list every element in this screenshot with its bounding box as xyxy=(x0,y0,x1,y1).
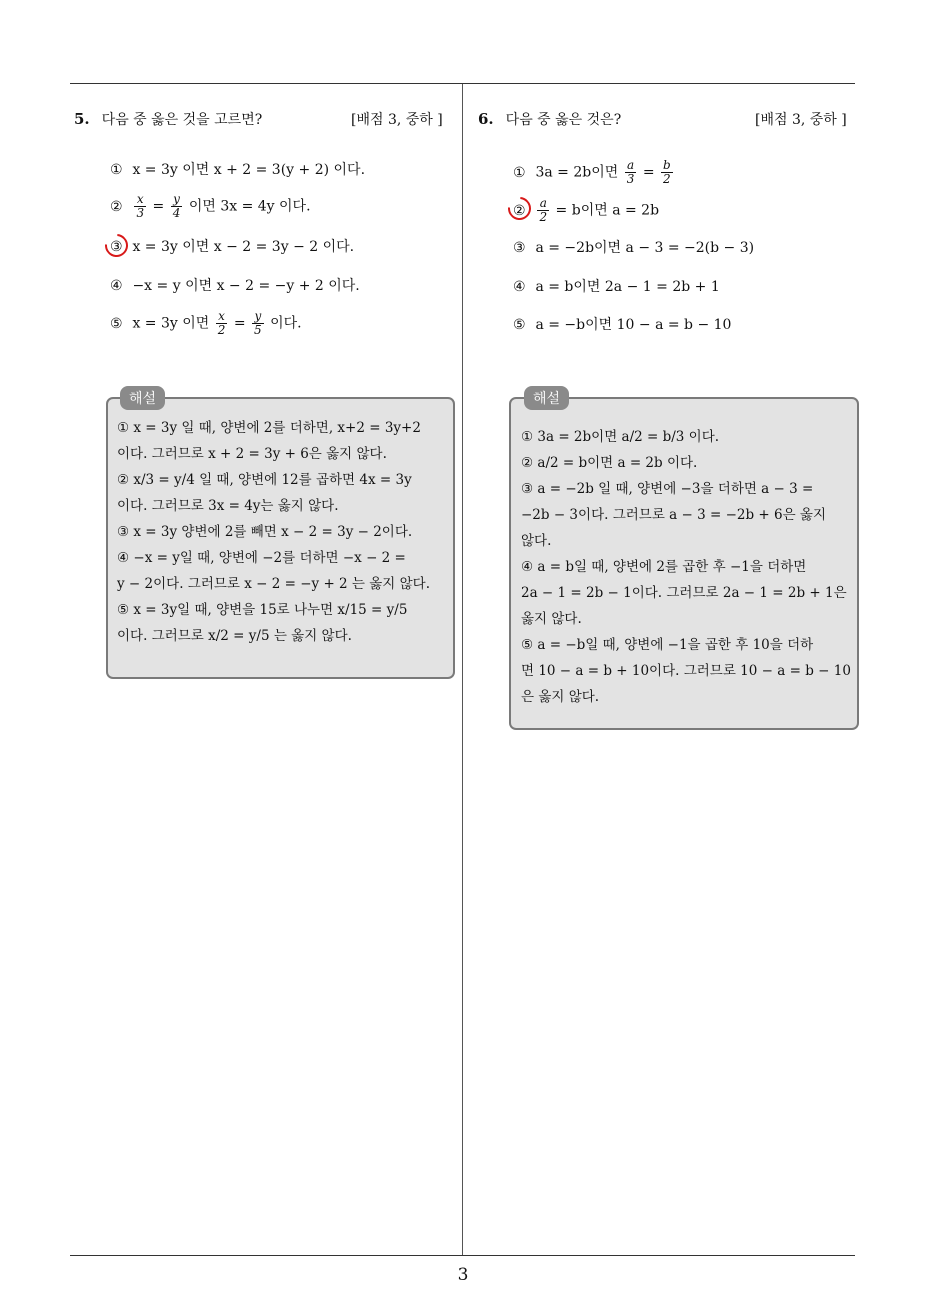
q5-solution-label: 해설 xyxy=(120,386,165,410)
choice-mark: ① xyxy=(110,162,123,178)
choice-mark: ⑤ xyxy=(110,315,123,332)
choice-text: 이다. xyxy=(270,315,302,332)
fraction: $\frac{x}{3}$ xyxy=(136,192,145,220)
q6-choice-3[interactable] xyxy=(513,238,754,258)
q5-choice-1[interactable] xyxy=(110,160,365,180)
q6-solution-text xyxy=(521,424,851,710)
solution-line: 2a − 1 = 2b − 1이다. 그러므로 2a − 1 = 2b + 1은 xyxy=(521,585,847,601)
q6-choice-1[interactable] xyxy=(513,159,675,186)
q6-number: 6. xyxy=(478,110,494,128)
fraction: $\frac{x}{2}$ xyxy=(217,309,226,337)
choice-mark: ③ xyxy=(513,240,526,256)
choice-text: 3a = 2b이면 xyxy=(535,164,619,181)
choice-mark: ④ xyxy=(110,278,123,294)
fraction: $\frac{y}{5}$ xyxy=(254,309,262,337)
choice-mark: ① xyxy=(513,164,526,181)
q5-solution-text xyxy=(117,415,430,649)
choice-text: a = b이면 2a − 1 = 2b + 1 xyxy=(535,279,720,295)
q5-choice-3[interactable] xyxy=(110,237,354,257)
page-number: 3 xyxy=(457,1265,469,1285)
solution-line: 이다. 그러므로 x + 2 = 3y + 6은 옳지 않다. xyxy=(117,446,387,462)
q5-header xyxy=(74,109,262,129)
choice-mark: ⑤ xyxy=(513,317,526,333)
choice-mark: ② xyxy=(513,202,526,219)
solution-line: ⑤ a = −b일 때, 양변에 −1을 곱한 후 10을 더하 xyxy=(521,637,814,653)
solution-line: ① 3a = 2b이면 a/2 = b/3 이다. xyxy=(521,429,720,445)
choice-mark: ③ xyxy=(110,239,123,255)
choice-text: 이면 3x = 4y 이다. xyxy=(188,198,311,215)
solution-line: ③ x = 3y 양변에 2를 빼면 x − 2 = 3y − 2이다. xyxy=(117,524,413,540)
choice-text: x = 3y 이면 xyxy=(132,315,210,332)
solution-line: 이다. 그러므로 x/2 = y/5 는 옳지 않다. xyxy=(117,628,352,644)
solution-line: 은 옳지 않다. xyxy=(521,689,600,705)
fraction: $\frac{a}{3}$ xyxy=(626,158,635,186)
equals: = xyxy=(233,315,246,332)
solution-line: ④ −x = y일 때, 양변에 −2를 더하면 −x − 2 = xyxy=(117,550,406,566)
solution-line: 않다. xyxy=(521,533,552,549)
equals: = xyxy=(152,198,165,215)
q6-question: 다음 중 옳은 것은? xyxy=(505,112,622,128)
q5-points: [배점 3, 중하 ] xyxy=(351,112,443,128)
fraction: $\frac{a}{2}$ xyxy=(539,196,548,224)
solution-line: y − 2이다. 그러므로 x − 2 = −y + 2 는 옳지 않다. xyxy=(117,576,431,592)
fraction: $\frac{y}{4}$ xyxy=(172,192,181,220)
equals: = xyxy=(642,164,655,181)
solution-line: ③ a = −2b 일 때, 양변에 −3을 더하면 a − 3 = xyxy=(521,481,814,497)
q5-choice-5[interactable] xyxy=(110,310,302,337)
choice-mark: ④ xyxy=(513,279,526,295)
choice-text: x = 3y 이면 x + 2 = 3(y + 2) 이다. xyxy=(132,162,366,178)
solution-line: ② x/3 = y/4 일 때, 양변에 12를 곱하면 4x = 3y xyxy=(117,472,412,488)
q5-question: 다음 중 옳은 것을 고르면? xyxy=(101,112,263,128)
q6-choice-4[interactable] xyxy=(513,277,720,297)
q6-choice-5[interactable] xyxy=(513,315,731,335)
q6-choice-2[interactable] xyxy=(513,197,659,224)
choice-text: x = 3y 이면 x − 2 = 3y − 2 이다. xyxy=(132,239,355,255)
solution-line: 옳지 않다. xyxy=(521,611,582,627)
q6-header xyxy=(478,109,621,129)
fraction: $\frac{b}{2}$ xyxy=(663,158,671,186)
choice-text: −x = y 이면 x − 2 = −y + 2 이다. xyxy=(132,278,360,294)
solution-line: ④ a = b일 때, 양변에 2를 곱한 후 −1을 더하면 xyxy=(521,559,807,575)
solution-line: −2b − 3이다. 그러므로 a − 3 = −2b + 6은 옳지 xyxy=(521,507,827,523)
choice-text: = b이면 a = 2b xyxy=(555,202,660,219)
solution-line: 면 10 − a = b + 10이다. 그러므로 10 − a = b − 10 xyxy=(521,663,851,679)
choice-text: a = −b이면 10 − a = b − 10 xyxy=(535,317,732,333)
choice-text: a = −2b이면 a − 3 = −2(b − 3) xyxy=(535,240,755,256)
q5-choice-4[interactable] xyxy=(110,276,360,296)
solution-line: ① x = 3y 일 때, 양변에 2를 더하면, x+2 = 3y+2 xyxy=(117,420,421,436)
choice-mark: ② xyxy=(110,198,123,215)
column-divider xyxy=(462,84,463,1256)
q5-choice-2[interactable] xyxy=(110,193,311,220)
q6-points: [배점 3, 중하 ] xyxy=(755,112,847,128)
q5-number: 5. xyxy=(74,110,90,128)
solution-line: ② a/2 = b이면 a = 2b 이다. xyxy=(521,455,698,471)
solution-line: ⑤ x = 3y일 때, 양변을 15로 나누면 x/15 = y/5 xyxy=(117,602,408,618)
q6-solution-label: 해설 xyxy=(524,386,569,410)
solution-line: 이다. 그러므로 3x = 4y는 옳지 않다. xyxy=(117,498,339,514)
bottom-rule xyxy=(70,1255,855,1256)
